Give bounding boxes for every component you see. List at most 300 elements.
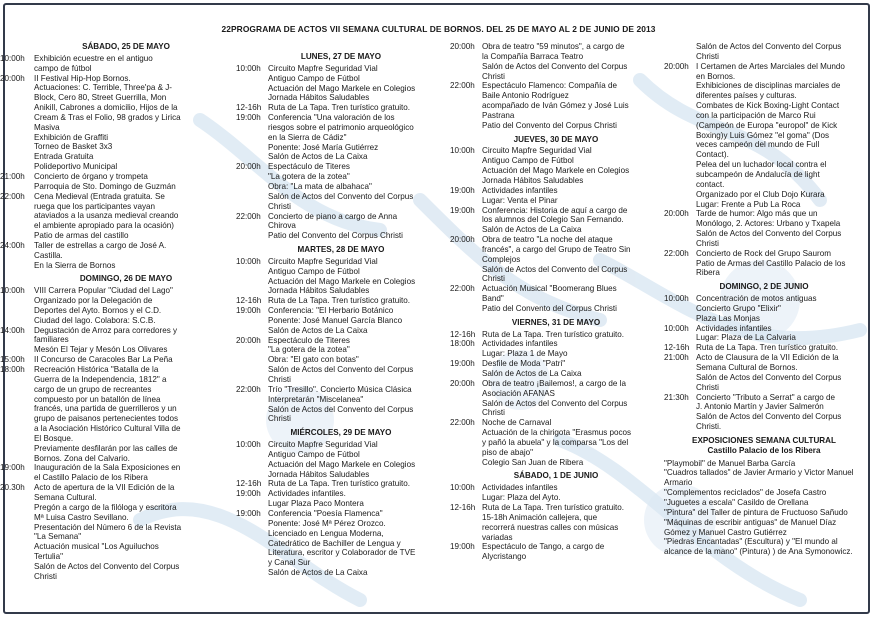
event-entry <box>450 330 662 340</box>
event-line: Polideportivo Municipal <box>34 162 118 172</box>
event-line: Catedrático de Bachiller de Lengua y <box>268 538 401 548</box>
event-entry <box>0 73 230 172</box>
event-time: 22:00h <box>0 191 25 201</box>
event-line: Salón de Actos de La Caixa <box>482 369 582 378</box>
event-line: Patio del Convento del Corpus Christi <box>482 120 617 130</box>
event-line: Christi. <box>696 422 722 432</box>
event-time: 15:00h <box>0 355 25 365</box>
event-line: Christi <box>268 201 291 211</box>
event-entry <box>0 325 230 356</box>
event-line: Concierto "Tributo a Serrat" a cargo de <box>696 392 836 402</box>
event-line: Licenciado en Lengua Moderna, <box>268 528 384 538</box>
event-line: Actividades infantiles <box>482 339 558 349</box>
event-entry <box>664 294 864 324</box>
event-line: Concierto de piano a cargo de Anna <box>268 211 398 221</box>
event-line: Salón de Actos del Convento del Corpus <box>268 191 414 201</box>
event-line: Organizado por el Club Dojo Kurara <box>696 189 825 199</box>
event-entry <box>236 489 446 509</box>
event-time: 19:00h <box>450 359 475 369</box>
event-time <box>664 42 696 62</box>
event-line: Conferencia "Poesía Flamenca" <box>268 508 383 518</box>
event-line: Inauguración de la Sala Exposiciones en <box>34 463 181 473</box>
event-time: 22:00h <box>450 81 475 91</box>
event-entry <box>236 162 446 211</box>
event-entry <box>236 212 446 242</box>
event-line: Salón de Actos del Convento del Corpus <box>268 365 414 375</box>
event-time: 20:00h <box>664 61 689 71</box>
event-entry <box>0 286 230 325</box>
event-line: el Castillo Palacio de los Ribera <box>34 473 148 483</box>
event-line: Christi <box>482 71 505 81</box>
event-line: Obra de teatro ¡Bailemos!, a cargo de la <box>482 378 626 388</box>
event-entry <box>0 365 230 463</box>
event-line: Ruta de La Tapa. Tren turístico gratuito. <box>268 296 411 306</box>
event-line: Deportes del Ayto. Bornos y el C.D. <box>34 305 162 315</box>
event-time: 12-16h <box>236 103 262 113</box>
event-line: Ruta de La Tapa. Tren turístico gratuito. <box>696 343 839 353</box>
event-line: recorrerá nuestras calles con músicas <box>482 522 619 532</box>
event-line: Concierto de Rock del Grupo Saurom <box>696 248 831 258</box>
event-time: 20:00h <box>450 378 475 388</box>
event-line: Ruta de La Tapa. Tren turístico gratuito. <box>482 329 625 339</box>
event-line: los alumnos del Colegio San Fernando. <box>482 215 624 225</box>
event-line: francés", a cargo del Grupo de Teatro Sin <box>482 244 631 254</box>
event-line: "La gotera de la zotea" <box>268 345 350 355</box>
day-heading: MIÉRCOLES, 29 DE MAYO <box>290 428 392 438</box>
column-1 <box>0 42 230 582</box>
event-time: 19:00h <box>450 185 475 195</box>
event-line: Lugar: Plaza de La Calvaria <box>696 333 796 343</box>
event-line: y Canal Sur <box>268 558 311 568</box>
event-line: Taller de estrellas a cargo de José A. <box>34 240 167 250</box>
event-line: Mesón El Tejar y Mesón Los Olivares <box>34 345 168 355</box>
event-time: 10:00h <box>450 483 475 493</box>
program-title: 22PROGRAMA DE ACTOS VII SEMANA CULTURAL DE BORNOS. DEL 25 DE MAYO AL 2 DE JUNIO DE 2013 <box>221 24 656 34</box>
event-line: Salón de Actos del Convento del Corpus <box>696 229 842 239</box>
event-line: riesgos sobre el patrimonio arqueológico <box>268 122 414 132</box>
column-2 <box>236 52 446 578</box>
day-heading: VIERNES, 31 DE MAYO <box>511 317 601 327</box>
event-line: Acto de Clausura de la VII Edición de la <box>696 353 839 363</box>
event-line: piso de abajo" <box>482 447 534 457</box>
event-line: veces campeón del mundo de Full <box>696 140 820 150</box>
event-entry <box>664 249 864 279</box>
event-time: 20:00h <box>236 162 261 172</box>
event-line: Ruta de La Tapa. Tren turístico gratuito. <box>268 479 411 489</box>
event-time: 12-16h <box>450 329 476 339</box>
event-time: 19:00h <box>236 508 261 518</box>
event-line: ataviados a la usanza medieval creando <box>34 211 179 221</box>
event-entry <box>450 379 662 418</box>
event-line: Circuito Mapfre Seguridad Vial <box>268 440 378 450</box>
event-entry <box>664 393 864 432</box>
event-line: Concentración de motos antiguas <box>696 294 817 304</box>
exhibition-item: "Pintura" del Taller de pintura de Fructuoso Sañudo <box>664 507 848 517</box>
exhibition-item: "Juguetes a escala" Casildo de Orellana <box>664 497 809 507</box>
event-line: Ruta de La Tapa. Tren turístico gratuito. <box>268 103 411 113</box>
event-entry <box>236 113 446 162</box>
event-line: Christi <box>482 274 505 284</box>
event-line: El Bosque. <box>34 433 74 443</box>
event-entry <box>664 343 864 353</box>
event-entry <box>664 209 864 248</box>
event-entry <box>664 42 864 62</box>
exhibitions-subheading: Castillo Palacio de los Ribera <box>707 445 821 455</box>
event-line: Torneo de Basket 3x3 <box>34 142 113 152</box>
event-time: 10:00h <box>664 294 689 304</box>
event-line: Anikill, Cabrones a domicilio, Hijos de la <box>34 103 178 113</box>
event-line: Conferencia: "El Herbario Botánico <box>268 306 394 316</box>
day-heading: LUNES, 27 DE MAYO <box>300 52 382 61</box>
event-entry <box>236 509 446 578</box>
event-entry <box>450 483 662 503</box>
event-time: 21:00h <box>664 353 689 363</box>
event-line: Noche de Carnaval <box>482 418 552 428</box>
event-line: grupo de paisanos pertenecientes todos <box>34 414 178 424</box>
event-line: ruega que los participantes vayan <box>34 201 156 211</box>
day-heading: DOMINGO, 26 DE MAYO <box>79 274 173 284</box>
event-time: 20.30h <box>0 483 25 493</box>
event-line: Tertulia" <box>34 552 63 562</box>
event-line: Concierto Grupo "Elixir" <box>696 303 781 313</box>
event-time: 12-16h <box>236 479 262 489</box>
exhibition-item: "Cuadros tallados" de Javier Armario y Victor Manuel Armario <box>664 468 854 488</box>
event-time: 14:00h <box>0 325 25 335</box>
event-entry <box>236 440 446 479</box>
event-line: Lugar: Venta el Pinar <box>482 195 558 205</box>
event-line: Obra: "La mata de albahaca" <box>268 181 372 191</box>
event-entry <box>0 53 230 74</box>
event-line: Bornos. Zona del Calvario. <box>34 453 130 463</box>
event-line: Castilla. <box>34 250 63 260</box>
event-time: 19:00h <box>450 542 475 552</box>
event-time: 19:00h <box>0 463 25 473</box>
event-entry <box>0 355 230 365</box>
event-line: Plaza Las Monjas <box>696 313 760 323</box>
event-line: II Festival Hip-Hop Bornos. <box>34 73 131 83</box>
event-line: Actuación del Mago Markele en Colegios <box>268 459 416 469</box>
event-line: Antiguo Campo de Fútbol <box>268 73 360 83</box>
event-entry <box>450 235 662 284</box>
event-line: Combates de Kick Boxing-Light Contact <box>696 101 840 111</box>
event-entry <box>0 483 230 581</box>
event-line: el ambiente apropiado para la ocasión) <box>34 221 174 231</box>
event-entry <box>450 284 662 314</box>
event-line: subcampeón de Andalucía de light <box>696 169 820 179</box>
event-entry <box>0 463 230 483</box>
event-line: Actividades infantiles <box>482 185 558 195</box>
event-line: Monólogo, 2. Actores: Urbano y Txapela <box>696 219 841 229</box>
event-time: 12-16h <box>664 343 690 353</box>
event-line: Salón de Actos del Convento del Corpus <box>696 412 842 422</box>
event-line: Salón de Actos de La Caixa <box>268 325 368 335</box>
event-line: a la Asociación Histórico Cultural Villa de <box>34 424 181 434</box>
event-line: Tarde de humor: Algo más que un <box>696 209 818 219</box>
event-line: Exhibición de Graffiti <box>34 132 109 142</box>
event-line: Espectáculo Flamenco: Compañía de <box>482 81 617 91</box>
event-entry <box>450 418 662 467</box>
event-line: 15-18h Animación callejera, que <box>482 512 598 522</box>
event-line: la Compañía Barraca Teatro <box>482 51 584 61</box>
event-line: Patio de armas del castillo <box>34 231 129 241</box>
event-entry <box>450 42 662 81</box>
event-line: J. Antonio Martín y Javier Salmerón <box>696 402 824 412</box>
event-time: 22:00h <box>664 248 689 258</box>
event-line: Presentación del Número 6 de la Revista <box>34 522 182 532</box>
event-entry <box>450 503 662 542</box>
event-line: en la Sierra de Cádiz" <box>268 132 347 142</box>
event-line: Lugar: Plaza del Ayto. <box>482 493 561 503</box>
event-time: 20:00h <box>664 209 689 219</box>
day-heading: JUEVES, 30 DE MAYO <box>513 134 599 144</box>
event-line: Ponente: José María Gutiérrez <box>268 142 379 152</box>
event-time: 20:00h <box>0 73 25 83</box>
event-time: 18:00h <box>450 339 475 349</box>
event-line: Actuaciones: C. Terrible, Three'pa & J- <box>34 83 173 93</box>
event-line: con la participación de Marco Rui <box>696 110 816 120</box>
event-line: Actuación Musical "Boomerang Blues <box>482 284 617 294</box>
event-time: 20:00h <box>450 235 475 245</box>
event-entry <box>450 359 662 379</box>
event-line: Circuito Mapfre Seguridad Vial <box>268 63 378 73</box>
event-time: 10:00h <box>450 146 475 156</box>
event-entry <box>664 324 864 344</box>
event-line: campo de fútbol <box>34 63 92 73</box>
event-entry <box>450 81 662 130</box>
event-line: contact. <box>696 179 725 189</box>
event-line: Ruta de La Tapa. Tren turístico gratuito. <box>482 502 625 512</box>
event-line: Ciudad del lago. Colabora: S.C.B. <box>34 315 156 325</box>
event-line: Organizado por la Delegación de <box>34 296 153 306</box>
event-entry <box>450 339 662 359</box>
event-line: I Certamen de Artes Marciales del Mundo <box>696 61 845 71</box>
event-line: Ponente: José Manuel García Blanco <box>268 315 403 325</box>
event-line: Mª Luisa Castro Sevillano. <box>34 512 129 522</box>
event-line: Antiguo Campo de Fútbol <box>268 266 360 276</box>
event-line: Salón de Actos del Convento del Corpus <box>268 404 414 414</box>
event-entry <box>0 191 230 241</box>
day-heading: DOMINGO, 2 DE JUNIO <box>719 282 809 292</box>
event-line: II Concurso de Caracoles Bar La Peña <box>34 355 173 365</box>
event-line: variadas <box>482 532 513 542</box>
event-time: 22:00h <box>236 384 261 394</box>
event-time: 12-16h <box>450 502 476 512</box>
event-line: Lugar: Frente a Pub La Roca <box>696 199 801 209</box>
event-time: 10:00h <box>236 63 261 73</box>
event-line: Jornada Hábitos Saludables <box>482 175 584 185</box>
event-line: Patio de Armas del Castillo Palacio de los <box>696 258 846 268</box>
exhibitions-heading: EXPOSICIONES SEMANA CULTURAL <box>692 435 836 445</box>
day-heading: SÁBADO, 1 DE JUNIO <box>513 471 599 481</box>
event-line: Actuación del Mago Markele en Colegios <box>268 276 416 286</box>
event-line: Entrada Gratuita <box>34 152 94 162</box>
event-time: 19:00h <box>236 489 261 499</box>
event-time: 10:00h <box>0 286 25 296</box>
event-line: en Bornos. <box>696 71 736 81</box>
event-line: Exhibiciones de disciplinas marciales de <box>696 81 841 91</box>
event-line: Lugar Plaza Paco Montera <box>268 499 364 509</box>
event-line: Degustación de Arroz para corredores y <box>34 325 178 335</box>
event-entry <box>236 479 446 489</box>
event-line: Christi <box>482 408 505 418</box>
event-line: francés, una partida de guerrilleros y un <box>34 404 177 414</box>
event-line: (Campeón de Europa "europol" de Kick <box>696 120 838 130</box>
event-time: 21:30h <box>664 392 689 402</box>
event-entry <box>236 336 446 385</box>
event-line: Conferencia "Una valoración de los <box>268 113 395 123</box>
exhibition-item: "Piedras Encantadas" (Escultura) y "El mundo al alcance de la mano" (Pintura) ) de Ana Symonowicz. <box>664 537 853 557</box>
event-line: acompañado de Iván Gómez y José Luis <box>482 101 629 111</box>
exhibition-item: "Complementos reciclados" de Josefa Castro <box>664 488 827 498</box>
event-line: Contact). <box>696 150 729 160</box>
event-line: Colegio San Juan de Ribera <box>482 457 584 467</box>
event-line: Concierto de órgano y trompeta <box>34 171 148 181</box>
event-entry <box>0 240 230 271</box>
event-time: 10:00h <box>664 323 689 333</box>
event-line: "La Semana" <box>34 532 82 542</box>
event-line: Circuito Mapfre Seguridad Vial <box>268 256 378 266</box>
event-line: Salón de Actos de La Caixa <box>268 568 368 578</box>
event-line: Antiguo Campo de Fútbol <box>268 449 360 459</box>
event-line: Patio del Convento del Corpus Christi <box>268 231 403 241</box>
event-line: Jornada Hábitos Saludables <box>268 93 370 103</box>
event-line: y pañó la abuela" y la comparsa "Los del <box>482 437 629 447</box>
event-line: Semana Cultural de Bornos. <box>696 363 798 372</box>
event-time: 19:00h <box>236 113 261 123</box>
event-line: Block, Cero 80, Street Guerrilla, Mon <box>34 93 167 103</box>
event-line: familiares <box>34 335 69 345</box>
event-line: Christi <box>268 375 291 384</box>
event-line: Recreación Histórica "Batalla de la <box>34 365 159 374</box>
event-entry <box>664 62 864 210</box>
event-time: 21:00h <box>0 171 25 181</box>
event-line: compuesto por un batallón de línea <box>34 394 161 404</box>
event-time: 24:00h <box>0 240 25 250</box>
event-entry <box>450 542 662 562</box>
event-line: Ponente: José Mª Pérez Orozco. <box>268 518 386 528</box>
event-line: diferentes países y culturas. <box>696 91 797 101</box>
event-line: Cream & Tras el Folio, 98 grados y Lirica <box>34 112 181 122</box>
event-line: Lugar: Plaza 1 de Mayo <box>482 349 568 359</box>
event-line: Pelea del un luchador local contra el <box>696 160 827 170</box>
day-heading: MARTES, 28 DE MAYO <box>297 245 385 255</box>
event-entry <box>236 257 446 296</box>
event-line: Christi <box>696 382 719 392</box>
event-line: Masiva <box>34 122 60 132</box>
event-line: Salón de Actos del Convento del Corpus <box>696 42 842 51</box>
event-line: Circuito Mapfre Seguridad Vial <box>482 146 592 156</box>
event-line: Salón de Actos de La Caixa <box>268 152 368 162</box>
event-line: Espectáculo de Titeres <box>268 335 350 345</box>
event-line: Actuación musical "Los Aguiluchos <box>34 542 159 552</box>
event-line: Desfile de Moda "Patri" <box>482 359 566 369</box>
event-line: Ribera <box>696 268 720 278</box>
event-line: Semana Cultural. <box>34 492 97 502</box>
event-line: Previamente desfilarán por las calles de <box>34 443 178 453</box>
event-entry <box>236 103 446 113</box>
event-line: Trío "Tresillo". Concierto Música Clásica <box>268 384 412 394</box>
event-line: Christi <box>696 238 719 248</box>
event-line: Boxing)y Luis Gómez "el goma" (Dos <box>696 130 830 140</box>
event-time: 22:00h <box>450 418 475 428</box>
event-time: 10:00h <box>236 256 261 266</box>
event-line: Actividades infantiles. <box>268 489 346 499</box>
event-entry <box>450 146 662 185</box>
event-entry <box>450 206 662 236</box>
event-line: Actuación del Mago Markele en Colegios <box>482 166 630 176</box>
event-entry <box>450 186 662 206</box>
event-line: Asociación AFANAS <box>482 388 555 398</box>
event-line: Salón de Actos del Convento del Corpus <box>696 372 842 382</box>
column-4 <box>664 42 864 557</box>
event-line: cargo de un grupo de recreantes <box>34 384 152 394</box>
event-line: Espectáculo de Titeres <box>268 162 350 172</box>
event-line: Obra: "El gato con botas" <box>268 355 359 365</box>
event-entry <box>0 171 230 192</box>
event-time: 20:00h <box>450 42 475 51</box>
event-line: Parroquia de Sto. Domingo de Guzmán <box>34 181 176 191</box>
event-line: Salón de Actos de La Caixa <box>482 225 582 235</box>
event-time: 19:00h <box>236 306 261 316</box>
event-line: Salón de Actos del Convento del Corpus <box>482 398 628 408</box>
event-entry <box>236 64 446 103</box>
event-line: Obra de teatro "La noche del ataque <box>482 235 613 245</box>
event-entry <box>664 353 864 392</box>
event-line: Baile Antonio Rodríguez <box>482 91 569 101</box>
event-line: Obra de teatro "59 minutos", a cargo de <box>482 42 625 51</box>
event-time: 12-16h <box>236 296 262 306</box>
exhibition-item: "Máquinas de escribir antiguas" de Manuel Díaz Gómez y Manuel Castro Gutiérrez <box>664 517 837 537</box>
event-line: Salón de Actos del Convento del Corpus <box>482 264 628 274</box>
event-line: Exhibición ecuestre en el antiguo <box>34 53 153 63</box>
event-entry <box>236 306 446 336</box>
event-time: 10:00h <box>0 53 25 63</box>
event-line: Pregón a cargo de la filóloga y escritora <box>34 502 177 512</box>
exhibition-item: "Playmobil" de Manuel Barba García <box>664 458 796 468</box>
event-line: Actuación de la chirigota "Erasmus pocos <box>482 428 632 438</box>
event-line: Cena Medieval (Entrada gratuita. Se <box>34 191 165 201</box>
event-time: 22:00h <box>450 284 475 294</box>
event-line: En la Sierra de Bornos <box>34 260 116 270</box>
event-line: Antiguo Campo de Fútbol <box>482 156 574 166</box>
event-line: Alycristango <box>482 552 527 562</box>
event-line: Espectáculo de Tango, a cargo de <box>482 542 605 552</box>
event-line: Conferencia: Historia de aquí a cargo de <box>482 205 628 215</box>
event-line: Complejos <box>482 254 521 264</box>
event-line: VIII Carrera Popular "Ciudad del Lago" <box>34 286 173 296</box>
event-time: 18:00h <box>0 365 25 374</box>
event-line: Christi <box>268 414 291 424</box>
event-line: Band" <box>482 294 504 304</box>
event-line: Acto de apertura de la VII Edición de la <box>34 483 175 493</box>
event-line: Christi <box>34 571 57 581</box>
event-time: 10:00h <box>236 440 261 450</box>
event-line: Salón de Actos del Convento del Corpus <box>34 561 180 571</box>
event-line: Interpretarán "Miscelanea" <box>268 394 364 404</box>
event-line: Jornada Hábitos Saludables <box>268 469 370 479</box>
day-heading: SÁBADO, 25 DE MAYO <box>82 42 170 51</box>
event-time: 22:00h <box>236 211 261 221</box>
event-line: Actuación del Mago Markele en Colegios <box>268 83 416 93</box>
event-line: Actividades infantiles <box>696 323 772 333</box>
event-line: Chirova <box>268 221 296 231</box>
event-line: "La gotera de la zotea" <box>268 172 350 182</box>
event-line: Jornada Hábitos Saludables <box>268 286 370 296</box>
event-entry <box>236 296 446 306</box>
column-3 <box>450 42 662 562</box>
event-time: 19:00h <box>450 205 475 215</box>
event-line: Guerra de la Independencia, 1812" a <box>34 374 167 384</box>
